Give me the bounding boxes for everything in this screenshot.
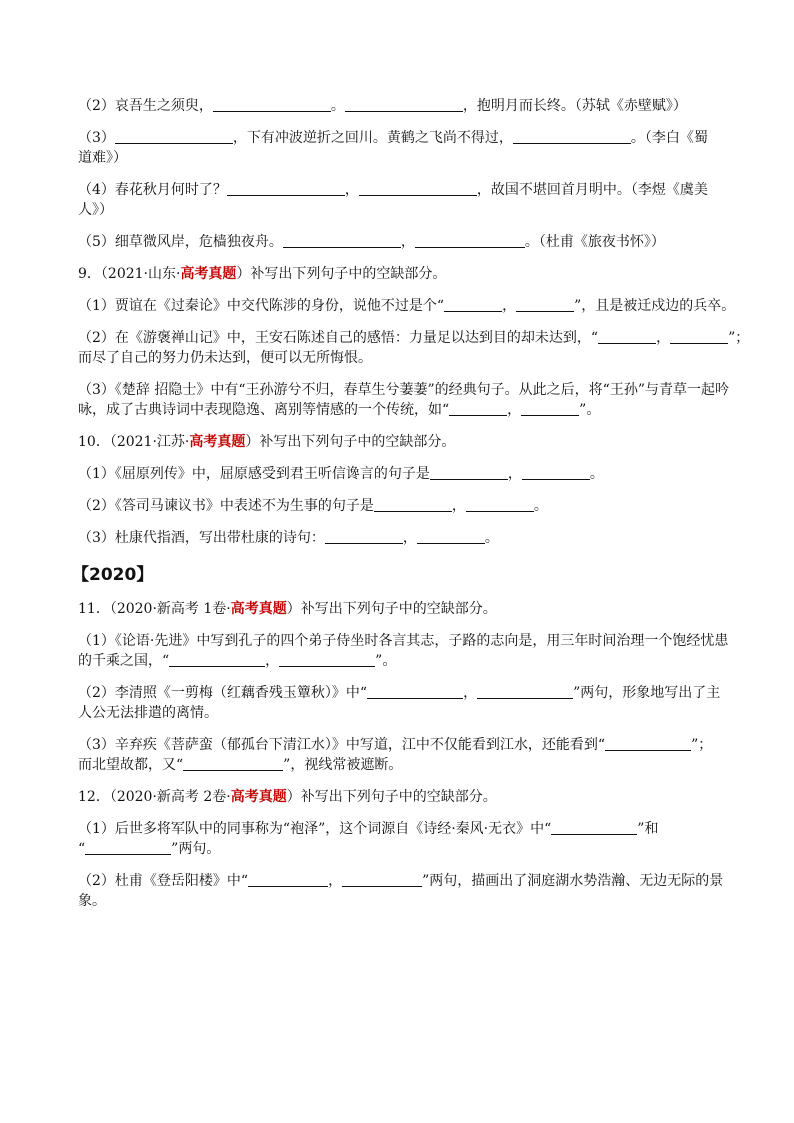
answer-blank[interactable]: [605, 736, 691, 751]
source-tag: 高考真题: [189, 434, 246, 450]
text: 而尽了自己的努力仍未达到，便可以无所悔恨。: [78, 350, 372, 366]
text: 咏，成了古典诗词中表现隐逸、离别等情感的一个传统，如“: [78, 402, 450, 418]
q12-item-1-cont: [78, 839, 720, 859]
text: 人》）: [78, 202, 113, 218]
text: ”两句。: [171, 841, 221, 857]
answer-blank[interactable]: [115, 129, 233, 144]
q9-item-3-cont: [78, 400, 720, 420]
answer-blank[interactable]: [374, 497, 452, 512]
answer-blank[interactable]: [169, 652, 265, 667]
answer-blank[interactable]: [449, 401, 507, 416]
document-page: [72, 96, 750, 923]
q8-item-4-cont: [78, 200, 720, 220]
text: ）补写出下列句子中的空缺部分。: [236, 266, 447, 282]
answer-blank[interactable]: [477, 684, 573, 699]
q9-item-3: [78, 380, 729, 400]
text: ”，且是被迁戍边的兵卒。: [574, 298, 736, 314]
text: 。: [484, 530, 499, 546]
text: （1）贾谊在《过秦论》中交代陈涉的身份，说他不过是个“: [78, 298, 445, 314]
text: （2）李清照《一剪梅（红藕香残玉簟秋）》中“: [78, 685, 368, 701]
text: （2）哀吾生之须臾，: [78, 98, 213, 114]
text: （1）《论语·先进》中写到孔子的四个弟子侍坐时各言其志，子路的志向是，用三年时间治理一个饱经忧患: [78, 633, 729, 649]
text: （5）细草微风岸，危樯独夜舟。: [78, 234, 283, 250]
text: 11．（2020·新高考 1卷·: [78, 601, 231, 617]
answer-blank[interactable]: [521, 401, 579, 416]
q8-item-5: [78, 232, 720, 252]
q9-item-1: [78, 296, 736, 316]
text: ，: [344, 182, 359, 198]
answer-blank[interactable]: [513, 129, 631, 144]
answer-blank[interactable]: [466, 497, 534, 512]
q11-heading: [78, 599, 720, 619]
text: ，: [451, 498, 466, 514]
text: ”两句，形象地写出了主: [573, 685, 721, 701]
text: （1）后世多将军队中的同事称为“袍泽”，这个词源自《诗经·秦风·无衣》中“: [78, 821, 552, 837]
text: ，: [402, 530, 417, 546]
q8-item-3-cont: [78, 148, 720, 168]
text: ”。: [375, 653, 397, 669]
year-heading: 【2020】: [72, 565, 154, 585]
text: ”两句，描画出了洞庭湖水势浩瀚、无边无际的景: [422, 873, 724, 889]
answer-blank[interactable]: [551, 820, 637, 835]
source-tag: 高考真题: [180, 266, 237, 282]
answer-blank[interactable]: [248, 872, 328, 887]
text: ）补写出下列句子中的空缺部分。: [245, 434, 456, 450]
q8-item-4: [78, 180, 720, 200]
source-tag: 高考真题: [230, 789, 287, 805]
text: 。: [330, 98, 345, 114]
answer-blank[interactable]: [183, 756, 283, 771]
q11-item-1-cont: [78, 651, 720, 671]
text: 象。: [78, 893, 106, 909]
q8-item-2: [78, 96, 720, 116]
text: ，: [400, 234, 415, 250]
text: ，: [502, 298, 517, 314]
text: ，故国不堪回首月明中。（李煜《虞美: [476, 182, 708, 198]
text: （2）在《游褒禅山记》中，王安石陈述自己的感悟：力量足以达到目的却未达到，“: [78, 330, 599, 346]
answer-blank[interactable]: [430, 465, 508, 480]
text: （3）杜康代指酒，写出带杜康的诗句：: [78, 530, 325, 546]
text: （1）《屈原列传》中，屈原感受到君王听信谗言的句子是: [78, 466, 430, 482]
q9-heading: [78, 264, 720, 284]
text: ”，视线常被遮断。: [283, 757, 403, 773]
text: 12．（2020·新高考 2卷·: [78, 789, 231, 805]
q12-item-2-cont: [78, 891, 720, 911]
q11-item-2: [78, 683, 720, 703]
answer-blank[interactable]: [359, 181, 477, 196]
answer-blank[interactable]: [342, 872, 422, 887]
text: ，抱明月而长终。（苏轼《赤壁赋》）: [462, 98, 687, 114]
answer-blank[interactable]: [367, 684, 463, 699]
q11-item-2-cont: [78, 703, 720, 723]
text: ）补写出下列句子中的空缺部分。: [286, 601, 497, 617]
answer-blank[interactable]: [598, 329, 656, 344]
q9-item-2: [78, 328, 750, 348]
text: 9．（2021·山东·: [78, 266, 181, 282]
q11-item-3: [78, 735, 720, 755]
text: 10．（2021·江苏·: [78, 434, 190, 450]
text: 。: [533, 498, 548, 514]
answer-blank[interactable]: [444, 297, 502, 312]
answer-blank[interactable]: [283, 233, 401, 248]
text: ”和: [637, 821, 659, 837]
text: ，: [265, 653, 280, 669]
text: ”；: [691, 737, 713, 753]
text: （2）杜甫《登岳阳楼》中“: [78, 873, 249, 889]
text: 。: [589, 466, 604, 482]
text: ）补写出下列句子中的空缺部分。: [286, 789, 497, 805]
answer-blank[interactable]: [325, 529, 403, 544]
q10-item-1: [78, 464, 720, 484]
q10-item-3: [78, 528, 720, 548]
q12-item-2: [78, 871, 724, 891]
text: （3）《楚辞 招隐士》中有“王孙游兮不归，春草生兮萋萋”的经典句子。从此之后，将“王孙”与青草一起吟: [78, 382, 729, 398]
text: 道难》）: [78, 150, 127, 166]
text: （3）: [78, 130, 115, 146]
text: ”。: [579, 402, 601, 418]
text: ”；: [728, 330, 750, 346]
q12-item-1: [78, 819, 720, 839]
text: ，: [507, 466, 522, 482]
text: ，: [463, 685, 478, 701]
text: （4）春花秋月何时了？: [78, 182, 227, 198]
answer-blank[interactable]: [213, 97, 331, 112]
text: （2）《答司马谏议书》中表述不为生事的句子是: [78, 498, 374, 514]
source-tag: 高考真题: [230, 601, 287, 617]
q11-item-3-cont: [78, 755, 720, 775]
answer-blank[interactable]: [417, 529, 485, 544]
q11-item-1: [78, 631, 729, 651]
text: ，: [328, 873, 343, 889]
text: ，: [507, 402, 522, 418]
q8-item-3: [78, 128, 720, 148]
q12-heading: [78, 787, 720, 807]
text: 人公无法排遣的离情。: [78, 705, 218, 721]
text: ，下有冲波逆折之回川。黄鹤之飞尚不得过，: [232, 130, 513, 146]
answer-blank[interactable]: [415, 233, 525, 248]
text: 。（杜甫《旅夜书怀》）: [524, 234, 665, 250]
text: “: [78, 841, 86, 857]
answer-blank[interactable]: [670, 329, 728, 344]
q10-heading: [78, 432, 720, 452]
answer-blank[interactable]: [345, 97, 463, 112]
answer-blank[interactable]: [279, 652, 375, 667]
answer-blank[interactable]: [227, 181, 345, 196]
text: 而北望故都，又“: [78, 757, 184, 773]
answer-blank[interactable]: [522, 465, 590, 480]
q10-item-2: [78, 496, 720, 516]
text: 。（李白《蜀: [630, 130, 708, 146]
text: （3）辛弃疾《菩萨蛮（郁孤台下清江水）》中写道，江中不仅能看到江水，还能看到“: [78, 737, 606, 753]
answer-blank[interactable]: [85, 840, 171, 855]
answer-blank[interactable]: [516, 297, 574, 312]
q9-item-2-cont: [78, 348, 720, 368]
text: ，: [656, 330, 671, 346]
text: 的千乘之国，“: [78, 653, 170, 669]
